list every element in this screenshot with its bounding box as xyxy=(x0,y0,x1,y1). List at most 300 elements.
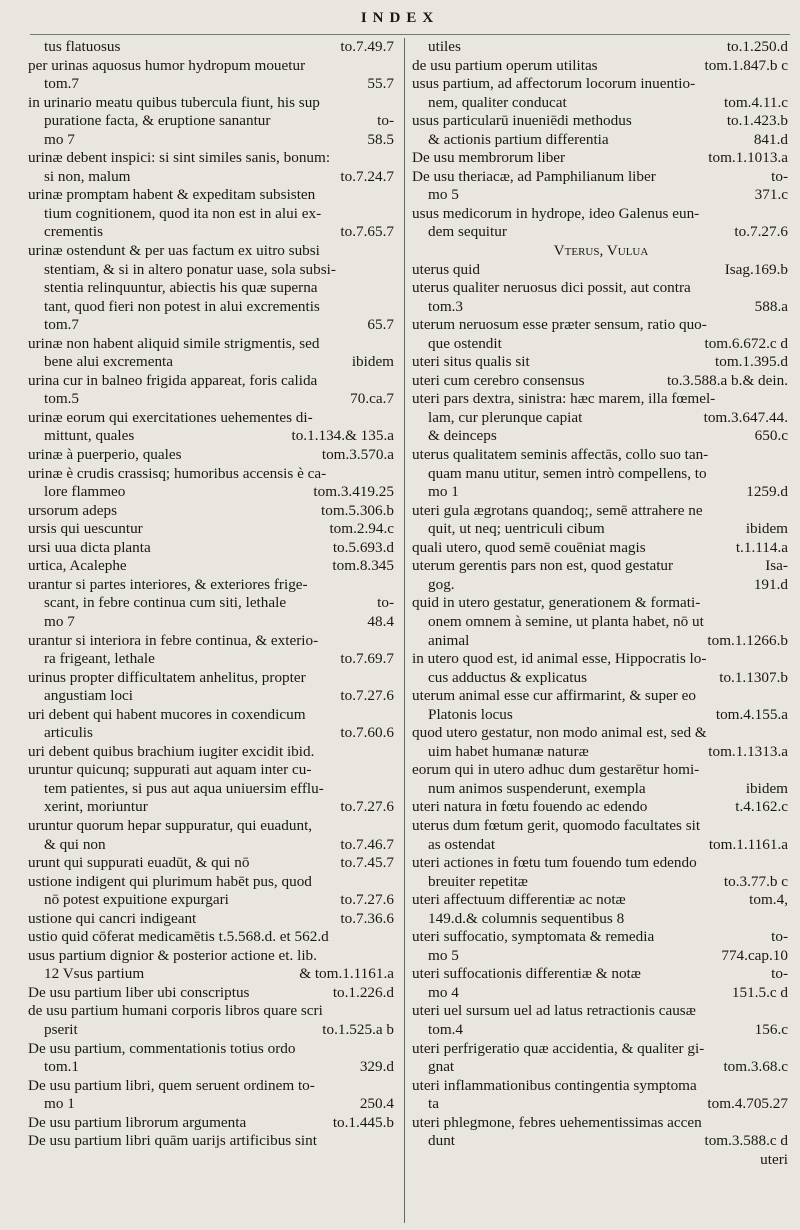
index-reference: 191.d xyxy=(753,575,788,593)
index-entry xyxy=(28,409,396,428)
index-reference: to.7.36.6 xyxy=(340,909,394,927)
index-term: tom.7 xyxy=(44,316,80,334)
index-term: ursorum adeps xyxy=(28,501,117,519)
index-reference: Isag.169.b xyxy=(724,260,788,278)
index-term: De usu partium libri, quem seruent ordinem to- xyxy=(28,1076,315,1094)
index-reference: to.7.49.7 xyxy=(340,38,394,55)
index-entry xyxy=(412,409,790,428)
index-entry xyxy=(28,1058,396,1077)
index-entry xyxy=(412,687,790,706)
index-entry xyxy=(412,1095,790,1114)
index-entry xyxy=(412,335,790,354)
index-term: stentiam, & si in altero ponatur uase, sola subsi- xyxy=(44,260,336,278)
index-entry xyxy=(412,1058,790,1077)
index-entry xyxy=(412,1077,790,1096)
index-entry xyxy=(28,372,396,391)
index-entry xyxy=(412,965,790,984)
index-entry xyxy=(412,539,790,558)
index-term: mo 5 xyxy=(428,946,459,964)
index-entry xyxy=(412,576,790,595)
index-entry xyxy=(28,539,396,558)
index-term: uteri perfrigeratio quæ accidentia, & qualiter gi- xyxy=(412,1039,705,1057)
index-term: quam manu utitur, semen intrò compellens, to xyxy=(428,464,707,482)
index-reference: to.7.45.7 xyxy=(340,854,394,872)
index-entry xyxy=(412,279,790,298)
index-term: uterus quid xyxy=(412,260,480,278)
index-entry xyxy=(412,1114,790,1133)
index-entry xyxy=(28,798,396,817)
index-entry xyxy=(412,632,790,651)
index-entry xyxy=(412,483,790,502)
index-entry xyxy=(28,465,396,484)
index-reference: to.7.27.6 xyxy=(340,687,394,705)
index-reference: 588.a xyxy=(754,297,788,315)
index-term: in urinario meatu quibus tubercula fiunt, his sup xyxy=(28,93,320,111)
index-entry xyxy=(28,38,396,57)
index-entry xyxy=(28,817,396,836)
index-term: & actionis partium differentia xyxy=(428,130,609,148)
index-term: urina cur in balneo frigida appareat, foris calida xyxy=(28,371,318,389)
index-entry xyxy=(28,836,396,855)
column-divider xyxy=(404,38,405,1223)
index-term: de usu partium operum utilitas xyxy=(412,56,598,74)
index-entry xyxy=(28,483,396,502)
index-term: uterum gerentis pars non est, quod gestatur xyxy=(412,557,674,575)
index-entry xyxy=(412,873,790,892)
index-entry xyxy=(28,632,396,651)
index-entry xyxy=(28,520,396,539)
index-term: scant, in febre continua cum siti, lethale xyxy=(44,594,287,612)
index-term: De usu partium, commentationis totius ordo xyxy=(28,1039,296,1057)
index-entry xyxy=(412,761,790,780)
index-entry xyxy=(412,594,790,613)
index-entry xyxy=(28,1114,396,1133)
index-reference: tom.2.94.c xyxy=(329,520,394,538)
index-term: mo 1 xyxy=(428,483,459,501)
index-reference: tom.6.672.c d xyxy=(704,334,788,352)
index-entry xyxy=(28,687,396,706)
index-reference: tom.4.705.27 xyxy=(707,1095,788,1113)
index-term: uterus qualitatem seminis affectās, collo suo tan- xyxy=(412,446,709,464)
index-reference: to.1.423.b xyxy=(726,112,788,130)
index-term: cus adductus & explicatus xyxy=(428,668,588,686)
index-reference: t.4.162.c xyxy=(735,798,788,816)
index-reference: ibidem xyxy=(745,520,788,538)
index-reference: 151.5.c d xyxy=(731,983,788,1001)
index-entry xyxy=(412,724,790,743)
index-entry xyxy=(28,576,396,595)
header-rule xyxy=(30,34,790,35)
index-entry xyxy=(28,780,396,799)
index-term: mo 7 xyxy=(44,130,75,148)
index-term: que ostendit xyxy=(428,334,502,352)
index-entry xyxy=(412,242,790,261)
index-term: quod utero gestatur, non modo animal est, sed & xyxy=(412,724,707,742)
index-entry xyxy=(412,706,790,725)
index-term: uteri cum cerebro consensus xyxy=(412,371,585,389)
index-entry xyxy=(412,557,790,576)
index-entry xyxy=(28,910,396,929)
index-entry xyxy=(28,1095,396,1114)
index-term: quit, ut neq; uentriculi cibum xyxy=(428,520,605,538)
index-term: ta xyxy=(428,1095,439,1113)
index-entry xyxy=(412,669,790,688)
index-term: uri debent quibus brachium iugiter excidit ibid. xyxy=(28,742,315,760)
index-term: quid in utero gestatur, generationem & formati- xyxy=(412,594,701,612)
index-reference: tom.1.1013.a xyxy=(708,149,788,167)
index-term: ursi uua dicta planta xyxy=(28,538,151,556)
index-term: uim habet humanæ naturæ xyxy=(428,742,589,760)
index-entry xyxy=(412,38,790,57)
index-term: tom.5 xyxy=(44,390,80,408)
index-entry xyxy=(412,854,790,873)
index-term: uterum animal esse cur affirmarint, & super eo xyxy=(412,687,696,705)
index-term: nō potest expuitione expurgari xyxy=(44,891,229,909)
index-entry xyxy=(412,353,790,372)
index-term: animal xyxy=(428,631,470,649)
index-entry xyxy=(28,75,396,94)
index-entry xyxy=(412,149,790,168)
index-entry xyxy=(412,910,790,929)
index-entry xyxy=(28,335,396,354)
index-term: dem sequitur xyxy=(428,223,507,241)
index-entry xyxy=(412,947,790,966)
index-reference: to- xyxy=(771,965,788,983)
index-entry xyxy=(28,743,396,762)
index-entry xyxy=(28,965,396,984)
index-term: eorum qui in utero adhuc dum gestarētur homi- xyxy=(412,761,700,779)
index-reference: to.1.445.b xyxy=(332,1113,394,1131)
index-term: mo 5 xyxy=(428,186,459,204)
index-reference: 156.c xyxy=(754,1020,788,1038)
index-term: tium cognitionem, quod ita non est in alui ex- xyxy=(44,204,322,222)
index-entry xyxy=(412,298,790,317)
index-entry xyxy=(28,594,396,613)
index-reference: tom.1.395.d xyxy=(715,353,788,371)
index-term: tom.3 xyxy=(428,297,464,315)
index-term: uterum neruosum esse præter sensum, ratio quo- xyxy=(412,316,707,334)
index-reference: 841.d xyxy=(753,130,788,148)
index-term: articulis xyxy=(44,724,93,742)
index-term: mo 4 xyxy=(428,983,459,1001)
index-reference: 58.5 xyxy=(367,130,394,148)
index-entry xyxy=(412,1040,790,1059)
index-term: usus partium dignior & posterior actione et. lib. xyxy=(28,946,317,964)
index-term: uteri affectuum differentiæ ac notæ xyxy=(412,891,626,909)
index-entry xyxy=(412,112,790,131)
index-reference: 650.c xyxy=(754,427,788,445)
index-reference: to.1.1307.b xyxy=(719,668,788,686)
index-entry xyxy=(412,205,790,224)
index-term: xerint, moriuntur xyxy=(44,798,148,816)
index-term: lore flammeo xyxy=(44,483,126,501)
index-term: uteri inflammationibus contingentia symptoma xyxy=(412,1076,697,1094)
index-term: bene alui excrementa xyxy=(44,353,174,371)
index-term: uteri pars dextra, sinistra: hæc marem, illa fœmel- xyxy=(412,390,716,408)
index-entry xyxy=(412,261,790,280)
index-reference: to- xyxy=(377,112,394,130)
index-term: uteri uel sursum uel ad latus retractionis causæ xyxy=(412,1002,696,1020)
index-entry xyxy=(28,205,396,224)
index-term: mo 1 xyxy=(44,1095,75,1113)
index-term: 149.d.& columnis sequentibus 8 xyxy=(428,909,625,927)
index-reference: to- xyxy=(771,928,788,946)
index-entry xyxy=(28,261,396,280)
index-entry xyxy=(28,1077,396,1096)
index-entry xyxy=(412,502,790,521)
index-entry xyxy=(28,57,396,76)
index-term: uteri gula ægrotans quandoq;, semē attrahere ne xyxy=(412,501,703,519)
index-term: uteri phlegmone, febres uehementissimas accen xyxy=(412,1113,702,1131)
index-term: ursis qui uescuntur xyxy=(28,520,143,538)
index-entry xyxy=(28,613,396,632)
index-term: urinæ non habent aliquid simile strigmentis, sed xyxy=(28,334,320,352)
index-term: lam, cur plerunque capiat xyxy=(428,408,583,426)
index-term: in utero quod est, id animal esse, Hippocratis lo- xyxy=(412,650,707,668)
index-term: & deinceps xyxy=(428,427,497,445)
index-entry xyxy=(412,817,790,836)
index-reference: t.1.114.a xyxy=(735,538,788,556)
index-term: Platonis locus xyxy=(428,705,513,723)
index-term: stentia relinquuntur, abiectis his quæ superna xyxy=(44,279,318,297)
index-entry xyxy=(412,928,790,947)
index-term: & qui non xyxy=(44,835,106,853)
index-entry xyxy=(412,891,790,910)
index-entry xyxy=(412,94,790,113)
index-reference: tom.3.68.c xyxy=(723,1058,788,1076)
index-term: De usu partium librorum argumenta xyxy=(28,1113,247,1131)
index-reference: to.1.525.a b xyxy=(322,1020,394,1038)
index-entry xyxy=(412,465,790,484)
index-entry xyxy=(28,854,396,873)
index-reference: to.1.250.d xyxy=(726,38,788,55)
index-reference: tom.1.1161.a xyxy=(708,835,788,853)
index-term: uteri actiones in fœtu tum fouendo tum edendo xyxy=(412,854,697,872)
index-term: Vterus, Vulua xyxy=(553,242,649,260)
index-term: urantur si partes interiores, & exteriores frige- xyxy=(28,575,308,593)
index-reference: to.7.27.6 xyxy=(340,798,394,816)
index-term: uterus dum fœtum gerit, quomodo facultates sit xyxy=(412,816,701,834)
index-entry xyxy=(412,390,790,409)
index-entry xyxy=(28,149,396,168)
index-entry xyxy=(28,1132,396,1151)
index-reference: ibidem xyxy=(351,353,394,371)
index-entry xyxy=(28,928,396,947)
index-entry xyxy=(28,427,396,446)
index-term: crementis xyxy=(44,223,104,241)
index-entry xyxy=(412,446,790,465)
right-index-column xyxy=(412,38,790,1223)
index-term: De usu membrorum liber xyxy=(412,149,566,167)
index-entry xyxy=(412,1002,790,1021)
index-term: quali utero, quod semē couēniat magis xyxy=(412,538,646,556)
index-term: num animos suspenderunt, exempla xyxy=(428,779,646,797)
index-reference: tom.4, xyxy=(749,891,788,909)
index-reference: 65.7 xyxy=(367,316,394,334)
index-reference: tom.3.588.c d xyxy=(704,1132,788,1150)
index-term: utiles xyxy=(428,38,461,55)
index-reference: tom.3.570.a xyxy=(321,446,394,464)
index-term: tom.1 xyxy=(44,1058,80,1076)
index-reference: tom.1.1266.b xyxy=(707,631,788,649)
index-term: uteri suffocatio, symptomata & remedia xyxy=(412,928,655,946)
index-term: uteri natura in fœtu fouendo ac edendo xyxy=(412,798,648,816)
index-entry xyxy=(28,390,396,409)
index-term: urunt qui suppurati euadūt, & qui nō xyxy=(28,854,250,872)
index-reference: to.1.226.d xyxy=(332,983,394,1001)
index-reference: 70.ca.7 xyxy=(350,390,394,408)
index-reference: & tom.1.1161.a xyxy=(299,965,394,983)
index-reference: to- xyxy=(771,167,788,185)
index-reference: 1259.d xyxy=(746,483,788,501)
index-entry xyxy=(28,1002,396,1021)
index-term: as ostendat xyxy=(428,835,496,853)
index-term: pserit xyxy=(44,1020,78,1038)
page-title: INDEX xyxy=(360,10,440,26)
index-term: urinæ eorum qui exercitationes uehementes di- xyxy=(28,408,313,426)
index-entry xyxy=(28,353,396,372)
index-term: gnat xyxy=(428,1058,455,1076)
index-term: onem omnem à semine, ut planta habet, nō ut xyxy=(428,612,704,630)
index-term: urinæ debent inspici: si sint similes sanis, bonum: xyxy=(28,149,331,167)
index-entry xyxy=(28,706,396,725)
index-reference: tom.4.11.c xyxy=(724,93,788,111)
index-entry xyxy=(412,131,790,150)
index-term: mittunt, quales xyxy=(44,427,135,445)
index-reference: tom.1.847.b c xyxy=(704,56,788,74)
index-reference: to.7.65.7 xyxy=(340,223,394,241)
index-entry xyxy=(28,650,396,669)
index-term: ra frigeant, lethale xyxy=(44,650,155,668)
index-term: tus flatuosus xyxy=(44,38,121,55)
index-reference: tom.4.155.a xyxy=(715,705,788,723)
index-reference: 55.7 xyxy=(367,75,394,93)
index-reference: tom.3.647.44. xyxy=(703,408,788,426)
index-entry xyxy=(28,112,396,131)
index-reference: 250.4 xyxy=(359,1095,394,1113)
index-reference: to- xyxy=(377,594,394,612)
index-reference: tom.8.345 xyxy=(332,557,394,575)
index-reference: to.7.60.6 xyxy=(340,724,394,742)
index-reference: to.1.134.& 135.a xyxy=(291,427,394,445)
index-term: urinus propter difficultatem anhelitus, propter xyxy=(28,668,306,686)
index-term: 12 Vsus partium xyxy=(44,965,145,983)
index-entry xyxy=(412,168,790,187)
index-term: urantur si interiora in febre continua, & exterio- xyxy=(28,631,319,649)
index-term: de usu partium humani corporis libros quare scri xyxy=(28,1002,323,1020)
index-reference: ibidem xyxy=(745,779,788,797)
index-reference: tom.5.306.b xyxy=(321,501,394,519)
index-term: uruntur quicunq; suppurati aut aquam inter cu- xyxy=(28,761,312,779)
index-reference: 329.d xyxy=(359,1058,394,1076)
index-term: puratione facta, & eruptione sanantur xyxy=(44,112,271,130)
index-reference: to.7.69.7 xyxy=(340,650,394,668)
index-entry xyxy=(28,947,396,966)
index-reference: Isa- xyxy=(765,557,788,575)
index-term: De usu partium libri quām uarijs artificibus sint xyxy=(28,1132,317,1150)
index-reference: uteri xyxy=(760,1150,788,1168)
index-entry xyxy=(28,502,396,521)
index-term: ustio quid cōferat medicamētis t.5.568.d. et 562.d xyxy=(28,928,329,946)
index-term: tom.7 xyxy=(44,75,80,93)
index-reference: 371.c xyxy=(754,186,788,204)
index-term: usus particularū inueniēdi methodus xyxy=(412,112,632,130)
index-reference: to.7.46.7 xyxy=(340,835,394,853)
index-entry xyxy=(28,1040,396,1059)
index-entry xyxy=(412,223,790,242)
index-entry xyxy=(412,316,790,335)
index-reference: to.7.27.6 xyxy=(340,891,394,909)
index-entry xyxy=(28,168,396,187)
index-entry xyxy=(28,242,396,261)
index-entry xyxy=(412,798,790,817)
index-entry xyxy=(412,836,790,855)
index-entry xyxy=(412,57,790,76)
index-term: De usu theriacæ, ad Pamphilianum liber xyxy=(412,167,656,185)
index-term: urinæ è crudis crassisq; humoribus accensis è ca- xyxy=(28,464,327,482)
index-entry xyxy=(412,780,790,799)
index-reference: to.7.24.7 xyxy=(340,167,394,185)
index-entry xyxy=(28,186,396,205)
index-term: usus partium, ad affectorum locorum inuentio- xyxy=(412,75,696,93)
index-entry xyxy=(28,873,396,892)
index-entry xyxy=(412,1132,790,1151)
index-entry xyxy=(28,131,396,150)
index-entry xyxy=(28,298,396,317)
left-index-column xyxy=(28,38,396,1223)
index-entry xyxy=(28,279,396,298)
index-entry xyxy=(412,186,790,205)
index-entry xyxy=(28,316,396,335)
index-term: uteri suffocationis differentiæ & notæ xyxy=(412,965,641,983)
index-term: usus medicorum in hydrope, ideo Galenus eun- xyxy=(412,204,700,222)
index-term: urinæ promptam habent & expeditam subsisten xyxy=(28,186,316,204)
index-term: urinæ ostendunt & per uas factum ex uitro subsi xyxy=(28,242,320,260)
index-entry xyxy=(412,520,790,539)
index-term: uteri situs qualis sit xyxy=(412,353,530,371)
index-term: urtica, Acalephe xyxy=(28,557,127,575)
index-entry xyxy=(412,1021,790,1040)
index-term: ustione indigent qui plurimum habēt pus, quod xyxy=(28,872,312,890)
index-term: ustione qui cancri indigeant xyxy=(28,909,197,927)
index-term: dunt xyxy=(428,1132,456,1150)
index-term: De usu partium liber ubi conscriptus xyxy=(28,983,250,1001)
index-term: tem patientes, si pus aut aqua uniuersim efflu- xyxy=(44,779,324,797)
index-entry xyxy=(28,223,396,242)
index-term: tant, quod fieri non potest in alui excrementis xyxy=(44,297,320,315)
index-entry xyxy=(412,613,790,632)
index-entry xyxy=(28,761,396,780)
index-entry xyxy=(412,984,790,1003)
index-reference: to.5.693.d xyxy=(332,538,394,556)
index-term: si non, malum xyxy=(44,167,131,185)
index-entry xyxy=(412,743,790,762)
index-reference: tom.3.419.25 xyxy=(313,483,394,501)
index-entry xyxy=(28,94,396,113)
index-term: breuiter repetitæ xyxy=(428,872,528,890)
index-entry xyxy=(28,446,396,465)
index-reference: to.3.77.b c xyxy=(723,872,788,890)
index-term: urinæ à puerperio, quales xyxy=(28,446,182,464)
index-entry xyxy=(28,891,396,910)
index-term: per urinas aquosus humor hydropum mouetur xyxy=(28,56,306,74)
index-reference: to.7.27.6 xyxy=(734,223,788,241)
index-entry xyxy=(28,557,396,576)
index-entry xyxy=(412,650,790,669)
index-reference: to.3.588.a b.& dein. xyxy=(666,371,788,389)
index-entry xyxy=(412,75,790,94)
index-reference: 774.cap.10 xyxy=(721,946,788,964)
